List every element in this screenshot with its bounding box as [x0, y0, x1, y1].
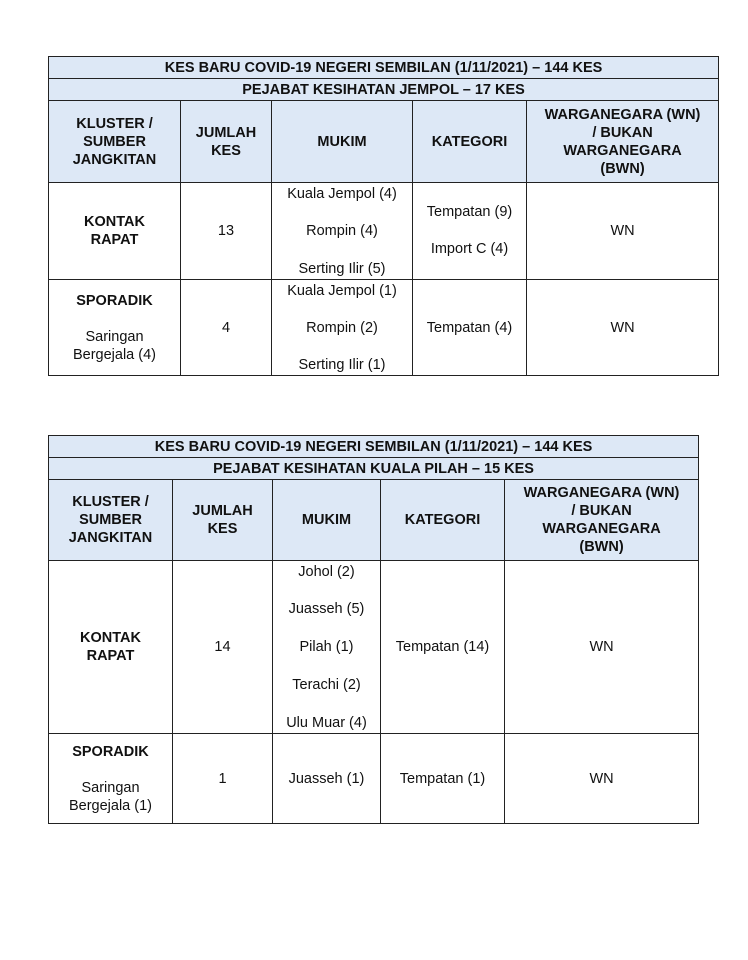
mukim-header: MUKIM — [273, 480, 381, 561]
table-row — [49, 280, 719, 376]
jempol-cases-table — [48, 56, 719, 376]
kategori-cell: Tempatan (14) — [381, 561, 505, 734]
mukim-item: Terachi (2) — [292, 676, 361, 693]
jumlah-header: JUMLAH KES — [181, 101, 272, 183]
kluster-cell: KONTAK RAPAT — [49, 183, 181, 280]
wn-cell: WN — [527, 183, 719, 280]
kategori-header: KATEGORI — [413, 101, 527, 183]
kluster-cell: SPORADIK Saringan Bergejala (1) — [49, 734, 173, 824]
jumlah-cell: 4 — [181, 280, 272, 376]
mukim-cell: Juasseh (1) — [273, 734, 381, 824]
kategori-cell — [413, 183, 527, 280]
kategori-header: KATEGORI — [381, 480, 505, 561]
mukim-item: Ulu Muar (4) — [286, 714, 367, 731]
mukim-item: Kuala Jempol (4) — [287, 185, 397, 202]
jumlah-cell: 13 — [181, 183, 272, 280]
mukim-item: Kuala Jempol (1) — [287, 282, 397, 299]
mukim-cell — [273, 561, 381, 734]
table-title: KES BARU COVID-19 NEGERI SEMBILAN (1/11/2021) – 144 KES — [49, 436, 699, 458]
kategori-cell: Tempatan (4) — [413, 280, 527, 376]
kategori-item: Tempatan (9) — [426, 204, 513, 220]
kategori-item: Import C (4) — [430, 241, 509, 257]
kategori-cell: Tempatan (1) — [381, 734, 505, 824]
mukim-item: Johol (2) — [298, 563, 355, 580]
mukim-item: Juasseh (5) — [288, 601, 365, 618]
wn-cell: WN — [505, 734, 699, 824]
mukim-item: Serting Ilir (1) — [298, 356, 386, 373]
kluster-header: KLUSTER / SUMBER JANGKITAN — [49, 101, 181, 183]
wn-header: WARGANEGARA (WN) / BUKAN WARGANEGARA (BWN) — [527, 101, 719, 183]
wn-cell: WN — [505, 561, 699, 734]
kluster-cell: KONTAK RAPAT — [49, 561, 173, 734]
table-row — [49, 183, 719, 280]
mukim-item: Pilah (1) — [299, 639, 354, 655]
wn-cell: WN — [527, 280, 719, 376]
kuala-pilah-cases-table — [48, 435, 699, 824]
table-row — [49, 734, 699, 824]
mukim-header: MUKIM — [272, 101, 413, 183]
kluster-header: KLUSTER / SUMBER JANGKITAN — [49, 480, 173, 561]
table-title: KES BARU COVID-19 NEGERI SEMBILAN (1/11/2021) – 144 KES — [49, 57, 719, 79]
jumlah-header: JUMLAH KES — [173, 480, 273, 561]
table-subtitle: PEJABAT KESIHATAN JEMPOL – 17 KES — [49, 79, 719, 101]
jumlah-cell: 14 — [173, 561, 273, 734]
mukim-cell — [272, 280, 413, 376]
mukim-item: Serting Ilir (5) — [298, 260, 386, 277]
jumlah-cell: 1 — [173, 734, 273, 824]
mukim-item: Rompin (4) — [306, 223, 378, 239]
table-row — [49, 561, 699, 734]
kluster-cell: SPORADIK Saringan Bergejala (4) — [49, 280, 181, 376]
mukim-item: Rompin (2) — [306, 319, 378, 336]
table-subtitle: PEJABAT KESIHATAN KUALA PILAH – 15 KES — [49, 458, 699, 480]
mukim-cell — [272, 183, 413, 280]
wn-header: WARGANEGARA (WN) / BUKAN WARGANEGARA (BWN) — [505, 480, 699, 561]
